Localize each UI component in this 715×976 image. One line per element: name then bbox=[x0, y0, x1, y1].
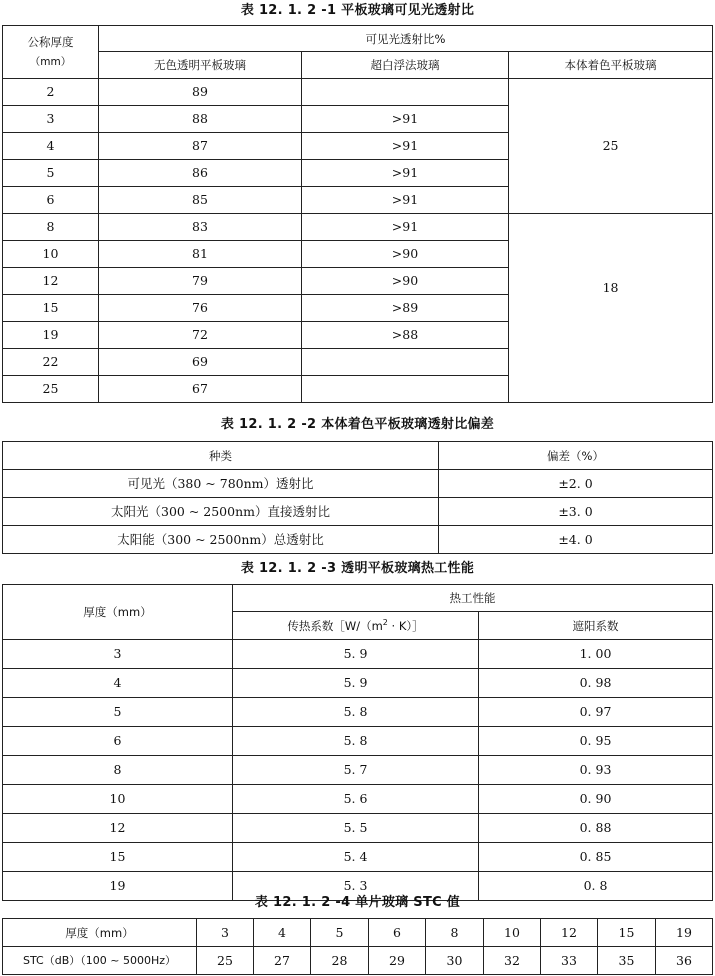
t1-header-group: 可见光透射比% bbox=[99, 26, 713, 52]
table-cell: 2 bbox=[3, 79, 99, 106]
table-cell: 67 bbox=[99, 376, 302, 403]
table-cell: 30 bbox=[426, 947, 484, 975]
table-cell: >89 bbox=[302, 295, 509, 322]
table-cell: 35 bbox=[598, 947, 656, 975]
table-cell: 0. 85 bbox=[479, 843, 713, 872]
table-cell: 5. 6 bbox=[233, 785, 479, 814]
table-cell: 8 bbox=[3, 214, 99, 241]
table-cell: 29 bbox=[369, 947, 426, 975]
t2-header-kind: 种类 bbox=[3, 442, 439, 470]
table-cell: >91 bbox=[302, 187, 509, 214]
table-cell bbox=[302, 376, 509, 403]
t2-header-deviation: 偏差（%） bbox=[439, 442, 713, 470]
table-cell: 19 bbox=[3, 322, 99, 349]
table-cell: 5. 8 bbox=[233, 698, 479, 727]
table-cell: >90 bbox=[302, 241, 509, 268]
table-cell: 3 bbox=[3, 106, 99, 133]
t1-header-tinted: 本体着色平板玻璃 bbox=[509, 52, 713, 79]
table-cell: 4 bbox=[254, 919, 311, 947]
table-cell: 25 bbox=[3, 376, 99, 403]
table-cell: 89 bbox=[99, 79, 302, 106]
table-cell: 5 bbox=[3, 698, 233, 727]
table-cell: 83 bbox=[99, 214, 302, 241]
table-cell: 12 bbox=[3, 814, 233, 843]
table-cell: 6 bbox=[3, 727, 233, 756]
table-cell: 1. 00 bbox=[479, 640, 713, 669]
table-cell: 10 bbox=[3, 785, 233, 814]
table3-caption: 表 12. 1. 2 -3 透明平板玻璃热工性能 bbox=[240, 561, 475, 576]
table-cell: ±4. 0 bbox=[439, 526, 713, 554]
t1-header-ultraclear: 超白浮法玻璃 bbox=[302, 52, 509, 79]
table-cell: 3 bbox=[197, 919, 254, 947]
table-cell: 6 bbox=[3, 187, 99, 214]
table-cell: 0. 98 bbox=[479, 669, 713, 698]
table2-transmittance-deviation bbox=[2, 441, 713, 554]
t4-header-stc: STC（dB）（100 ~ 5000Hz） bbox=[3, 947, 197, 975]
table4-stc-values bbox=[2, 918, 713, 975]
t1-header-clear: 无色透明平板玻璃 bbox=[99, 52, 302, 79]
table-cell: >91 bbox=[302, 106, 509, 133]
table-cell: 19 bbox=[3, 872, 233, 901]
table-cell: 10 bbox=[3, 241, 99, 268]
table-cell: 4 bbox=[3, 133, 99, 160]
table-cell: 10 bbox=[484, 919, 541, 947]
table-cell: 5 bbox=[3, 160, 99, 187]
table-cell: 22 bbox=[3, 349, 99, 376]
table-cell: 72 bbox=[99, 322, 302, 349]
table1-caption: 表 12. 1. 2 -1 平板玻璃可见光透射比 bbox=[240, 3, 475, 18]
table-cell: 太阳光（300 ~ 2500nm）直接透射比 bbox=[3, 498, 439, 526]
table-cell: 12 bbox=[3, 268, 99, 295]
table-cell: 28 bbox=[311, 947, 369, 975]
table-cell: 5. 9 bbox=[233, 669, 479, 698]
t3-header-thickness: 厚度（mm） bbox=[3, 585, 233, 640]
t4-header-thickness: 厚度（mm） bbox=[3, 919, 197, 947]
table-cell bbox=[302, 79, 509, 106]
table-cell: 15 bbox=[3, 295, 99, 322]
table-cell: 5. 7 bbox=[233, 756, 479, 785]
table-cell: 86 bbox=[99, 160, 302, 187]
t1-header-thickness-line1: 公称厚度 bbox=[27, 35, 74, 49]
table-cell: 5 bbox=[311, 919, 369, 947]
table-cell: 76 bbox=[99, 295, 302, 322]
table-cell: 0. 93 bbox=[479, 756, 713, 785]
table-cell: 0. 90 bbox=[479, 785, 713, 814]
table-cell: 5. 9 bbox=[233, 640, 479, 669]
table-cell: 可见光（380 ~ 780nm）透射比 bbox=[3, 470, 439, 498]
table-cell: 5. 3 bbox=[233, 872, 479, 901]
table-cell: 0. 95 bbox=[479, 727, 713, 756]
t1-merged-cell-2: 18 bbox=[509, 214, 713, 403]
table-cell: 15 bbox=[598, 919, 656, 947]
table-cell: 0. 88 bbox=[479, 814, 713, 843]
table2-caption: 表 12. 1. 2 -2 本体着色平板玻璃透射比偏差 bbox=[220, 417, 495, 432]
table-cell: 33 bbox=[541, 947, 598, 975]
table1-visible-transmittance bbox=[2, 25, 713, 403]
table-cell: >91 bbox=[302, 214, 509, 241]
table-cell: 36 bbox=[656, 947, 713, 975]
table-cell: 6 bbox=[369, 919, 426, 947]
table-cell: >90 bbox=[302, 268, 509, 295]
table-cell: >91 bbox=[302, 133, 509, 160]
table-cell: >91 bbox=[302, 160, 509, 187]
t1-merged-cell-1: 25 bbox=[509, 79, 713, 214]
table-cell: 27 bbox=[254, 947, 311, 975]
table-cell: ±2. 0 bbox=[439, 470, 713, 498]
table-cell: 69 bbox=[99, 349, 302, 376]
t3-header-group: 热工性能 bbox=[233, 585, 713, 612]
table-cell: 8 bbox=[3, 756, 233, 785]
table-cell: 太阳能（300 ~ 2500nm）总透射比 bbox=[3, 526, 439, 554]
table-cell: >88 bbox=[302, 322, 509, 349]
table4-caption: 表 12. 1. 2 -4 单片玻璃 STC 值 bbox=[254, 895, 461, 910]
table-cell: 5. 4 bbox=[233, 843, 479, 872]
table-cell: 0. 97 bbox=[479, 698, 713, 727]
table-cell: 85 bbox=[99, 187, 302, 214]
t1-header-thickness bbox=[3, 26, 99, 79]
t1-header-thickness-line2: （mm） bbox=[29, 56, 72, 68]
table-cell: 4 bbox=[3, 669, 233, 698]
table-cell: 19 bbox=[656, 919, 713, 947]
table3-thermal-performance bbox=[2, 584, 713, 901]
table-cell: 8 bbox=[426, 919, 484, 947]
table-cell: 12 bbox=[541, 919, 598, 947]
table-cell: 81 bbox=[99, 241, 302, 268]
table-cell: 5. 8 bbox=[233, 727, 479, 756]
table-cell bbox=[302, 349, 509, 376]
t3-header-u-value bbox=[233, 612, 479, 640]
table-cell: ±3. 0 bbox=[439, 498, 713, 526]
t3-header-u-value-sup: 2 bbox=[382, 617, 388, 627]
table-cell: 79 bbox=[99, 268, 302, 295]
table-cell: 15 bbox=[3, 843, 233, 872]
t3-header-shading: 遮阳系数 bbox=[479, 612, 713, 640]
table-cell: 88 bbox=[99, 106, 302, 133]
table-cell: 32 bbox=[484, 947, 541, 975]
t3-header-u-value-text: 传热系数［W/（m bbox=[287, 618, 383, 633]
table-cell: 5. 5 bbox=[233, 814, 479, 843]
table-cell: 3 bbox=[3, 640, 233, 669]
t3-header-u-value-unit: · K）］ bbox=[387, 618, 424, 633]
table-cell: 87 bbox=[99, 133, 302, 160]
table-cell: 25 bbox=[197, 947, 254, 975]
table-cell: 0. 8 bbox=[479, 872, 713, 901]
